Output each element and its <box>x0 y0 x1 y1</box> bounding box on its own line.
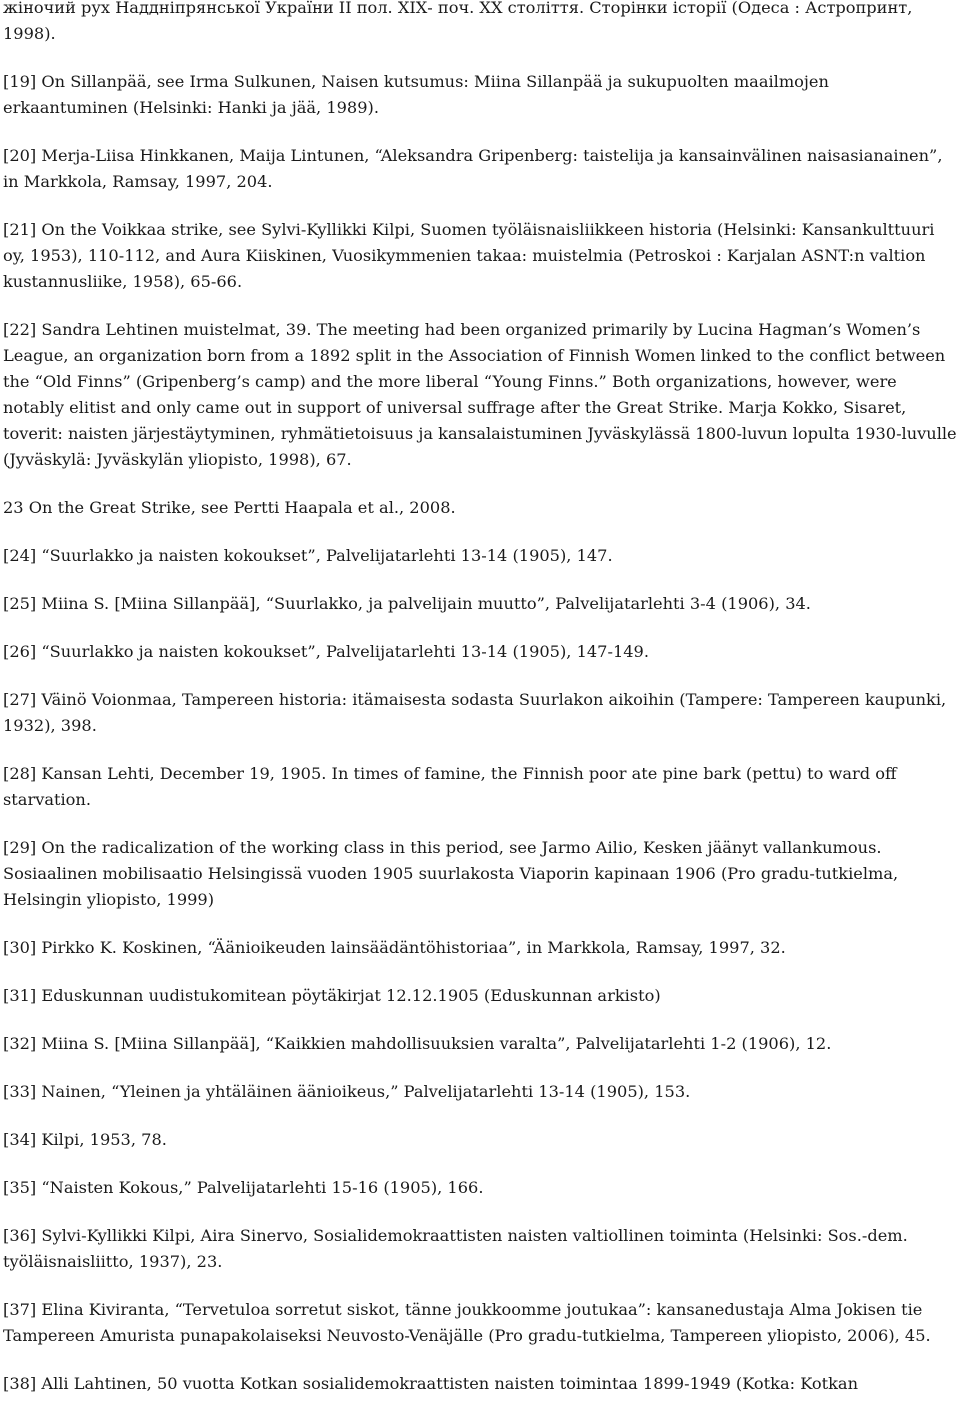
endnotes-page <box>3 0 958 1419</box>
endnote-33: [33] Nainen, “Yleinen ja yhtäläinen äänioikeus,” Palvelijatarlehti 13-14 (1905), 153. <box>3 1082 691 1101</box>
endnote-18-continuation: жіночий рух Наддніпрянської України ІІ пол. ХІХ- поч. ХХ століття. Сторінки історії (Одеса : Астропринт, 1998). <box>3 0 913 43</box>
endnote-34: [34] Kilpi, 1953, 78. <box>3 1130 167 1149</box>
endnote-19: [19] On Sillanpää, see Irma Sulkunen, Naisen kutsumus: Miina Sillanpää ja sukupuolten maailmojen erkaantuminen (Helsinki: Hanki ja jää, 1989). <box>3 72 829 117</box>
endnote-31: [31] Eduskunnan uudistukomitean pöytäkirjat 12.12.1905 (Eduskunnan arkisto) <box>3 986 661 1005</box>
endnote-27: [27] Väinö Voionmaa, Tampereen historia: itämaisesta sodasta Suurlakon aikoihin (Tampere: Tampereen kaupunki, 1932), 398. <box>3 690 947 735</box>
endnote-23: 23 On the Great Strike, see Pertti Haapala et al., 2008. <box>3 498 456 517</box>
endnote-37: [37] Elina Kiviranta, “Tervetuloa sorretut siskot, tänne joukkoomme joutukaa”: kansanedustaja Alma Jokisen tie Tampereen Amurista punapakolaiseksi Neuvosto-Venäjälle (Pro gradu-tutkielma, Tampereen yliopisto, 2006), 45. <box>3 1300 931 1345</box>
endnote-25: [25] Miina S. [Miina Sillanpää], “Suurlakko, ja palvelijain muutto”, Palvelijatarlehti 3-4 (1906), 34. <box>3 594 811 613</box>
endnote-36: [36] Sylvi-Kyllikki Kilpi, Aira Sinervo, Sosialidemokraattisten naisten valtiollinen toiminta (Helsinki: Sos.-dem. työläisnaisliitto, 1937), 23. <box>3 1226 908 1271</box>
endnote-30: [30] Pirkko K. Koskinen, “Äänioikeuden lainsäädäntöhistoriaa”, in Markkola, Ramsay, 1997, 32. <box>3 938 786 957</box>
endnote-35: [35] “Naisten Kokous,” Palvelijatarlehti 15-16 (1905), 166. <box>3 1178 484 1197</box>
endnote-38: [38] Alli Lahtinen, 50 vuotta Kotkan sosialidemokraattisten naisten toimintaa 1899-1949 (Kotka: Kotkan <box>3 1374 858 1393</box>
endnote-20: [20] Merja-Liisa Hinkkanen, Maija Lintunen, “Aleksandra Gripenberg: taistelija ja kansainvälinen naisasianainen”, in Markkola, Ramsay, 1997, 204. <box>3 146 943 191</box>
endnote-26: [26] “Suurlakko ja naisten kokoukset”, Palvelijatarlehti 13-14 (1905), 147-149. <box>3 642 649 661</box>
endnote-21: [21] On the Voikkaa strike, see Sylvi-Kyllikki Kilpi, Suomen työläisnaisliikkeen historia (Helsinki: Kansankulttuuri oy, 1953), 110-112, and Aura Kiiskinen, Vuosikymmenien takaa: muistelmia (Petroskoi : Karjalan ASNT:n valtion kustannusliike, 1958), 65-66. <box>3 220 935 291</box>
endnote-32: [32] Miina S. [Miina Sillanpää], “Kaikkien mahdollisuuksien varalta”, Palvelijatarlehti 1-2 (1906), 12. <box>3 1034 832 1053</box>
endnote-22: [22] Sandra Lehtinen muistelmat, 39. The meeting had been organized primarily by Lucina Hagman’s Women’s League, an organization born from a 1892 split in the Association of Finnish Women linked to the conflict between the “Old Finns” (Gripenberg’s camp) and the more liberal “Young Finns.” Both organizations, however, were notably elitist and only came out in support of universal suffrage after the Great Strike. Marja Kokko, Sisaret, toverit: naisten järjestäytyminen, ryhmätietoisuus ja kansalaistuminen Jyväskylässä 1800-luvun lopulta 1930-luvulle (Jyväskylä: Jyväskylän yliopisto, 1998), 67. <box>3 320 957 469</box>
endnote-28: [28] Kansan Lehti, December 19, 1905. In times of famine, the Finnish poor ate pine bark (pettu) to ward off starvation. <box>3 764 897 809</box>
endnote-24: [24] “Suurlakko ja naisten kokoukset”, Palvelijatarlehti 13-14 (1905), 147. <box>3 546 613 565</box>
endnote-29: [29] On the radicalization of the working class in this period, see Jarmo Ailio, Kesken jäänyt vallankumous. Sosiaalinen mobilisaatio Helsingissä vuoden 1905 suurlakosta Viaporin kapinaan 1906 (Pro gradu-tutkielma, Helsingin yliopisto, 1999) <box>3 838 899 909</box>
